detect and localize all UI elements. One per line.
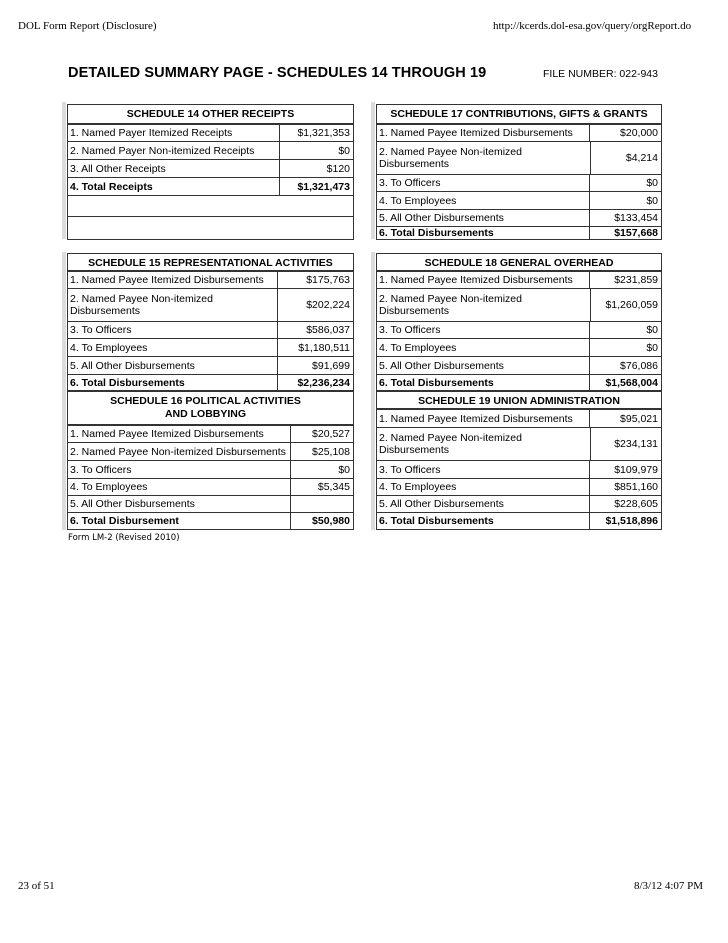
row-label: 2. Named Payee Non-itemized Disbursements (377, 289, 591, 322)
row-value: $234,131 (591, 428, 661, 461)
table-row (68, 322, 353, 339)
print-header-url: http://kcerds.dol-esa.gov/query/orgReport.do (493, 20, 692, 32)
table-row (68, 443, 353, 461)
table-row (68, 160, 353, 178)
schedule-18-title: SCHEDULE 18 GENERAL OVERHEAD (377, 254, 661, 272)
schedule-16-header (68, 392, 353, 426)
row-label: 1. Named Payee Itemized Disbursements (68, 271, 278, 289)
row-value: $2,236,234 (278, 375, 353, 391)
row-label: 4. To Employees (377, 339, 590, 357)
table-row-total (377, 513, 661, 529)
row-value: $228,605 (590, 496, 661, 513)
row-value: $91,699 (278, 357, 353, 375)
row-value: $175,763 (278, 271, 353, 289)
table-row (68, 124, 353, 142)
table-row (377, 124, 661, 142)
row-value: $0 (590, 322, 661, 339)
table-row (377, 410, 661, 428)
row-value: $1,568,004 (590, 375, 661, 391)
row-value: $109,979 (590, 461, 661, 479)
schedule-14-title: SCHEDULE 14 OTHER RECEIPTS (68, 105, 353, 125)
blank-row (68, 196, 353, 217)
row-label: 6. Total Disbursements (377, 227, 590, 239)
row-label: 5. All Other Disbursements (377, 210, 590, 227)
table-row (377, 322, 661, 339)
table-row (68, 479, 353, 496)
row-value: $133,454 (590, 210, 661, 227)
table-row (68, 461, 353, 479)
row-label: 2. Named Payer Non-itemized Receipts (68, 142, 280, 160)
row-value: $1,518,896 (605, 515, 658, 527)
print-header-title: DOL Form Report (Disclosure) (18, 20, 157, 32)
table-row (377, 271, 661, 289)
row-label: 3. To Officers (377, 461, 590, 479)
row-label: 6. Total Disbursements (68, 375, 278, 391)
print-footer-page: 23 of 51 (18, 880, 55, 892)
row-label: 6. Total Disbursement (68, 513, 291, 529)
table-row (377, 289, 661, 322)
table-row (377, 175, 661, 192)
row-label: 5. All Other Disbursements (68, 357, 278, 375)
row-label: 4. To Employees (68, 339, 278, 357)
schedule-17-table (376, 104, 662, 240)
table-row (377, 461, 661, 479)
table-row (377, 142, 661, 175)
table-row-total (377, 227, 661, 239)
row-value: $202,224 (278, 289, 353, 322)
left-strip (371, 102, 375, 239)
table-row (68, 142, 353, 160)
table-row (377, 496, 661, 513)
blank-row (68, 217, 353, 239)
row-value: $120 (280, 160, 353, 178)
row-label: 6. Total Disbursements (377, 513, 590, 529)
row-value: $20,000 (590, 124, 661, 142)
row-label: 6. Total Disbursements (377, 375, 590, 391)
row-label: 5. All Other Disbursements (68, 496, 291, 513)
schedule-15-title: SCHEDULE 15 REPRESENTATIONAL ACTIVITIES (68, 254, 353, 272)
row-label: 3. To Officers (377, 322, 590, 339)
table-row (377, 192, 661, 210)
table-row-total (68, 375, 353, 392)
row-value: $0 (590, 175, 661, 192)
row-value: $5,345 (291, 479, 353, 496)
schedule-14-table (67, 104, 354, 240)
left-strip (62, 102, 66, 239)
row-label: 2. Named Payee Non-itemized Disbursements (68, 289, 278, 322)
page-title: DETAILED SUMMARY PAGE - SCHEDULES 14 THROUGH 19 (68, 65, 487, 81)
schedule-19-header (377, 392, 661, 410)
schedule-17-title: SCHEDULE 17 CONTRIBUTIONS, GIFTS & GRANTS (377, 105, 661, 125)
file-number: FILE NUMBER: 022-943 (543, 68, 658, 80)
row-value: $50,980 (312, 515, 350, 527)
row-label: 2. Named Payee Non-itemized Disbursements (68, 443, 291, 461)
table-row-total (377, 375, 661, 392)
row-value: $4,214 (591, 142, 661, 175)
row-label: 2. Named Payee Non-itemized Disbursements (377, 142, 591, 175)
row-value: $1,321,473 (280, 178, 353, 196)
row-label: 1. Named Payer Itemized Receipts (68, 124, 280, 142)
row-value: $0 (590, 192, 661, 210)
row-label: 5. All Other Disbursements (377, 496, 590, 513)
row-label: 1. Named Payee Itemized Disbursements (377, 124, 590, 142)
row-label: 3. All Other Receipts (68, 160, 280, 178)
row-value: $586,037 (278, 322, 353, 339)
row-value: $25,108 (291, 443, 353, 461)
row-value: $157,668 (614, 227, 658, 239)
row-label: 4. Total Receipts (68, 178, 280, 196)
table-row (377, 428, 661, 461)
row-value: $1,180,511 (278, 339, 353, 357)
row-label: 3. To Officers (68, 461, 291, 479)
table-row (68, 271, 353, 289)
left-strip (62, 252, 66, 530)
table-row (377, 210, 661, 227)
row-value: $76,086 (590, 357, 661, 375)
row-label: 4. To Employees (377, 192, 590, 210)
row-label: 3. To Officers (68, 322, 278, 339)
row-label: 2. Named Payee Non-itemized Disbursements (377, 428, 591, 461)
row-label: 1. Named Payee Itemized Disbursements (377, 410, 590, 428)
form-revision-note: Form LM-2 (Revised 2010) (68, 533, 180, 543)
row-label: 1. Named Payee Itemized Disbursements (68, 426, 291, 443)
row-value: $1,321,353 (280, 124, 353, 142)
schedule-16-title: SCHEDULE 16 POLITICAL ACTIVITIES AND LOBBYING (110, 395, 301, 420)
schedule-18-19-table (376, 253, 662, 530)
schedule-19-title: SCHEDULE 19 UNION ADMINISTRATION (418, 395, 620, 407)
table-row (377, 339, 661, 357)
row-label: 4. To Employees (377, 479, 590, 496)
row-label: 5. All Other Disbursements (377, 357, 590, 375)
row-label: 3. To Officers (377, 175, 590, 192)
table-row (68, 357, 353, 375)
row-value (291, 496, 353, 513)
table-row (68, 339, 353, 357)
schedule-15-16-table (67, 253, 354, 530)
row-label: 1. Named Payee Itemized Disbursements (377, 271, 590, 289)
table-row (68, 496, 353, 513)
table-row (68, 426, 353, 443)
row-value: $0 (280, 142, 353, 160)
row-value: $0 (291, 461, 353, 479)
table-row (377, 357, 661, 375)
table-row-total (68, 513, 353, 529)
row-value: $1,260,059 (591, 289, 661, 322)
row-value: $231,859 (590, 271, 661, 289)
left-strip (371, 252, 375, 530)
print-footer-datetime: 8/3/12 4:07 PM (634, 880, 704, 892)
table-row-total (68, 178, 353, 196)
table-row (68, 289, 353, 322)
table-row (377, 479, 661, 496)
row-value: $20,527 (291, 426, 353, 443)
row-value: $851,160 (590, 479, 661, 496)
row-value: $95,021 (590, 410, 661, 428)
row-label: 4. To Employees (68, 479, 291, 496)
row-value: $0 (590, 339, 661, 357)
